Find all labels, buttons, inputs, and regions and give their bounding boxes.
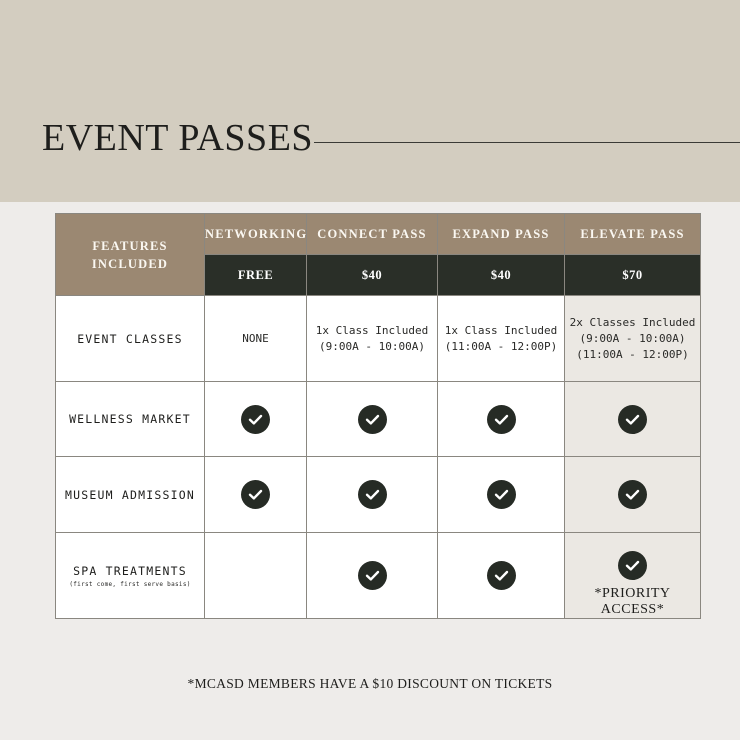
header-band bbox=[0, 0, 740, 202]
check-circle-icon bbox=[358, 561, 387, 590]
check-circle-icon bbox=[487, 480, 516, 509]
museum-admission-expand bbox=[438, 457, 565, 533]
wellness-market-expand bbox=[438, 382, 565, 457]
event-classes-networking: NONE bbox=[205, 296, 307, 382]
check-circle-icon bbox=[358, 480, 387, 509]
check-circle-icon bbox=[358, 405, 387, 434]
row-label-wellness-market: WELLNESS MARKET bbox=[56, 382, 205, 457]
table-row bbox=[56, 382, 701, 457]
features-included-header: FEATURES INCLUDED bbox=[56, 214, 205, 296]
check-circle-icon bbox=[618, 480, 647, 509]
wellness-market-networking bbox=[205, 382, 307, 457]
row-label-event-classes: EVENT CLASSES bbox=[56, 296, 205, 382]
pass-comparison-table bbox=[55, 213, 701, 619]
member-discount-note: *MCASD MEMBERS HAVE A $10 DISCOUNT ON TICKETS bbox=[187, 676, 553, 691]
row-label-spa-treatments: SPA TREATMENTS (first come, first serve basis) bbox=[56, 533, 205, 619]
priority-access-note: *PRIORITY ACCESS* bbox=[594, 586, 671, 617]
title-divider bbox=[314, 142, 740, 143]
pass-name-connect: CONNECT PASS bbox=[307, 214, 438, 255]
pass-name-expand: EXPAND PASS bbox=[438, 214, 565, 255]
table-row bbox=[56, 457, 701, 533]
row-label-museum-admission: MUSEUM ADMISSION bbox=[56, 457, 205, 533]
museum-admission-connect bbox=[307, 457, 438, 533]
museum-admission-networking bbox=[205, 457, 307, 533]
wellness-market-elevate bbox=[565, 382, 701, 457]
check-circle-icon bbox=[241, 405, 270, 434]
event-classes-elevate: 2x Classes Included (9:00A - 10:00A) (11:00A - 12:00P) bbox=[565, 296, 701, 382]
spa-treatments-networking bbox=[205, 533, 307, 619]
check-circle-icon bbox=[487, 561, 516, 590]
pass-price-networking: FREE bbox=[205, 255, 307, 296]
table-row bbox=[56, 296, 701, 382]
pass-price-expand: $40 bbox=[438, 255, 565, 296]
event-classes-connect: 1x Class Included (9:00A - 10:00A) bbox=[307, 296, 438, 382]
check-circle-icon bbox=[618, 405, 647, 434]
check-circle-icon bbox=[241, 480, 270, 509]
check-circle-icon bbox=[618, 551, 647, 580]
page-title: EVENT PASSES bbox=[42, 117, 314, 159]
check-circle-icon bbox=[487, 405, 516, 434]
pass-price-elevate: $70 bbox=[565, 255, 701, 296]
table-row bbox=[56, 533, 701, 619]
event-classes-expand: 1x Class Included (11:00A - 12:00P) bbox=[438, 296, 565, 382]
pass-price-connect: $40 bbox=[307, 255, 438, 296]
museum-admission-elevate bbox=[565, 457, 701, 533]
spa-treatments-expand bbox=[438, 533, 565, 619]
pass-name-elevate: ELEVATE PASS bbox=[565, 214, 701, 255]
wellness-market-connect bbox=[307, 382, 438, 457]
spa-treatments-sublabel: (first come, first serve basis) bbox=[69, 580, 191, 588]
spa-treatments-elevate bbox=[565, 533, 701, 619]
spa-treatments-connect bbox=[307, 533, 438, 619]
pass-name-networking: NETWORKING bbox=[205, 214, 307, 255]
